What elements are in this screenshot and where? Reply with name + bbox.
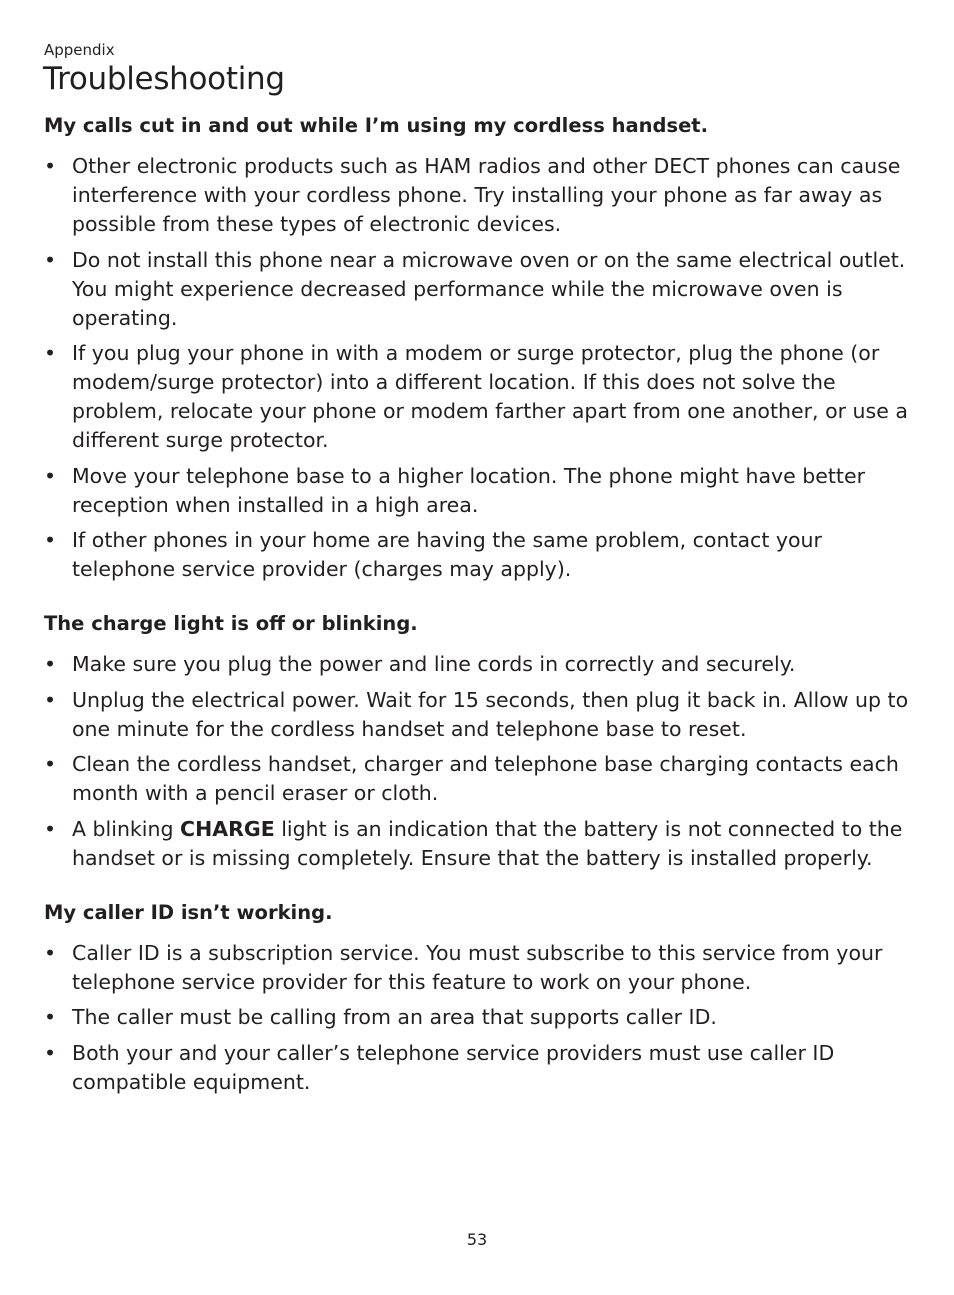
bullet-icon: • (44, 463, 57, 488)
list-item-text: If you plug your phone in with a modem or surge protector, plug the phone (or modem/surge protector) into a different location. If this does not solve the problem, relocate your phone or modem farther apart from one another, or use a different surge protector. (72, 341, 908, 452)
list-item-text: Unplug the electrical power. Wait for 15 seconds, then plug it back in. Allow up to one minute for the cordless handset and telephone base to reset. (72, 687, 909, 741)
bullet-icon: • (44, 247, 57, 272)
bullet-icon: • (44, 1005, 57, 1029)
list-item (44, 686, 912, 744)
page-number: 53 (466, 1230, 488, 1249)
topic-heading: The charge light is off or blinking. (44, 612, 418, 635)
bullet-icon: • (44, 752, 57, 776)
list-item (44, 1039, 912, 1097)
list-item-text: The caller must be calling from an area that supports caller ID. (72, 1005, 717, 1029)
list-item (44, 939, 912, 997)
bullet-icon: • (44, 652, 57, 676)
bullet-list (44, 152, 912, 584)
charge-keyword: CHARGE (180, 816, 275, 841)
bullet-icon: • (44, 154, 57, 178)
document-page (44, 40, 912, 1123)
list-item (44, 462, 912, 520)
list-item (44, 815, 912, 873)
list-item-text: Move your telephone base to a higher location. The phone might have better reception when installed in a high area. (72, 463, 866, 517)
bullet-icon: • (44, 816, 57, 841)
list-item (44, 750, 912, 808)
list-item (44, 339, 912, 455)
list-item-text: Both your and your caller’s telephone service providers must use caller ID compatible equipment. (72, 1040, 835, 1094)
topic-charge-light (44, 610, 912, 873)
list-item (44, 526, 912, 584)
bullet-icon: • (44, 940, 57, 965)
topic-caller-id (44, 899, 912, 1097)
list-item (44, 1003, 912, 1032)
bullet-icon: • (44, 528, 57, 552)
list-item-text: Do not install this phone near a microwave oven or on the same electrical outlet. You might experience decreased performance while the microwave oven is operating. (72, 247, 906, 330)
list-item-text-before: A blinking (72, 816, 181, 841)
list-item-text: If other phones in your home are having the same problem, contact your telephone service provider (charges may apply). (72, 528, 822, 581)
list-item-text: Other electronic products such as HAM radios and other DECT phones can cause interference with your cordless phone. Try installing your phone as far away as possible from these types of electronic devices. (72, 154, 901, 236)
page-title: Troubleshooting (43, 61, 285, 97)
list-item-text: Caller ID is a subscription service. You must subscribe to this service from your telephone service provider for this feature to work on your phone. (72, 940, 883, 994)
list-item (44, 152, 912, 239)
bullet-list (44, 939, 912, 1097)
list-item-text-after: light is an indication that the battery is not connected to the handset or is missing completely. Ensure that the battery is installed properly. (72, 816, 903, 870)
section-label: Appendix (44, 41, 115, 59)
topic-heading: My calls cut in and out while I’m using my cordless handset. (44, 114, 709, 137)
list-item-text (72, 815, 912, 873)
bullet-icon: • (44, 341, 57, 365)
list-item (44, 650, 912, 679)
list-item (44, 246, 912, 333)
bullet-icon: • (44, 1040, 57, 1065)
list-item-text: Clean the cordless handset, charger and telephone base charging contacts each month with a pencil eraser or cloth. (72, 752, 899, 805)
topic-calls-cut-in-out (44, 112, 912, 584)
list-item-text: Make sure you plug the power and line cords in correctly and securely. (72, 652, 796, 676)
bullet-list (44, 650, 912, 873)
topic-heading: My caller ID isn’t working. (44, 900, 333, 924)
bullet-icon: • (44, 687, 57, 712)
